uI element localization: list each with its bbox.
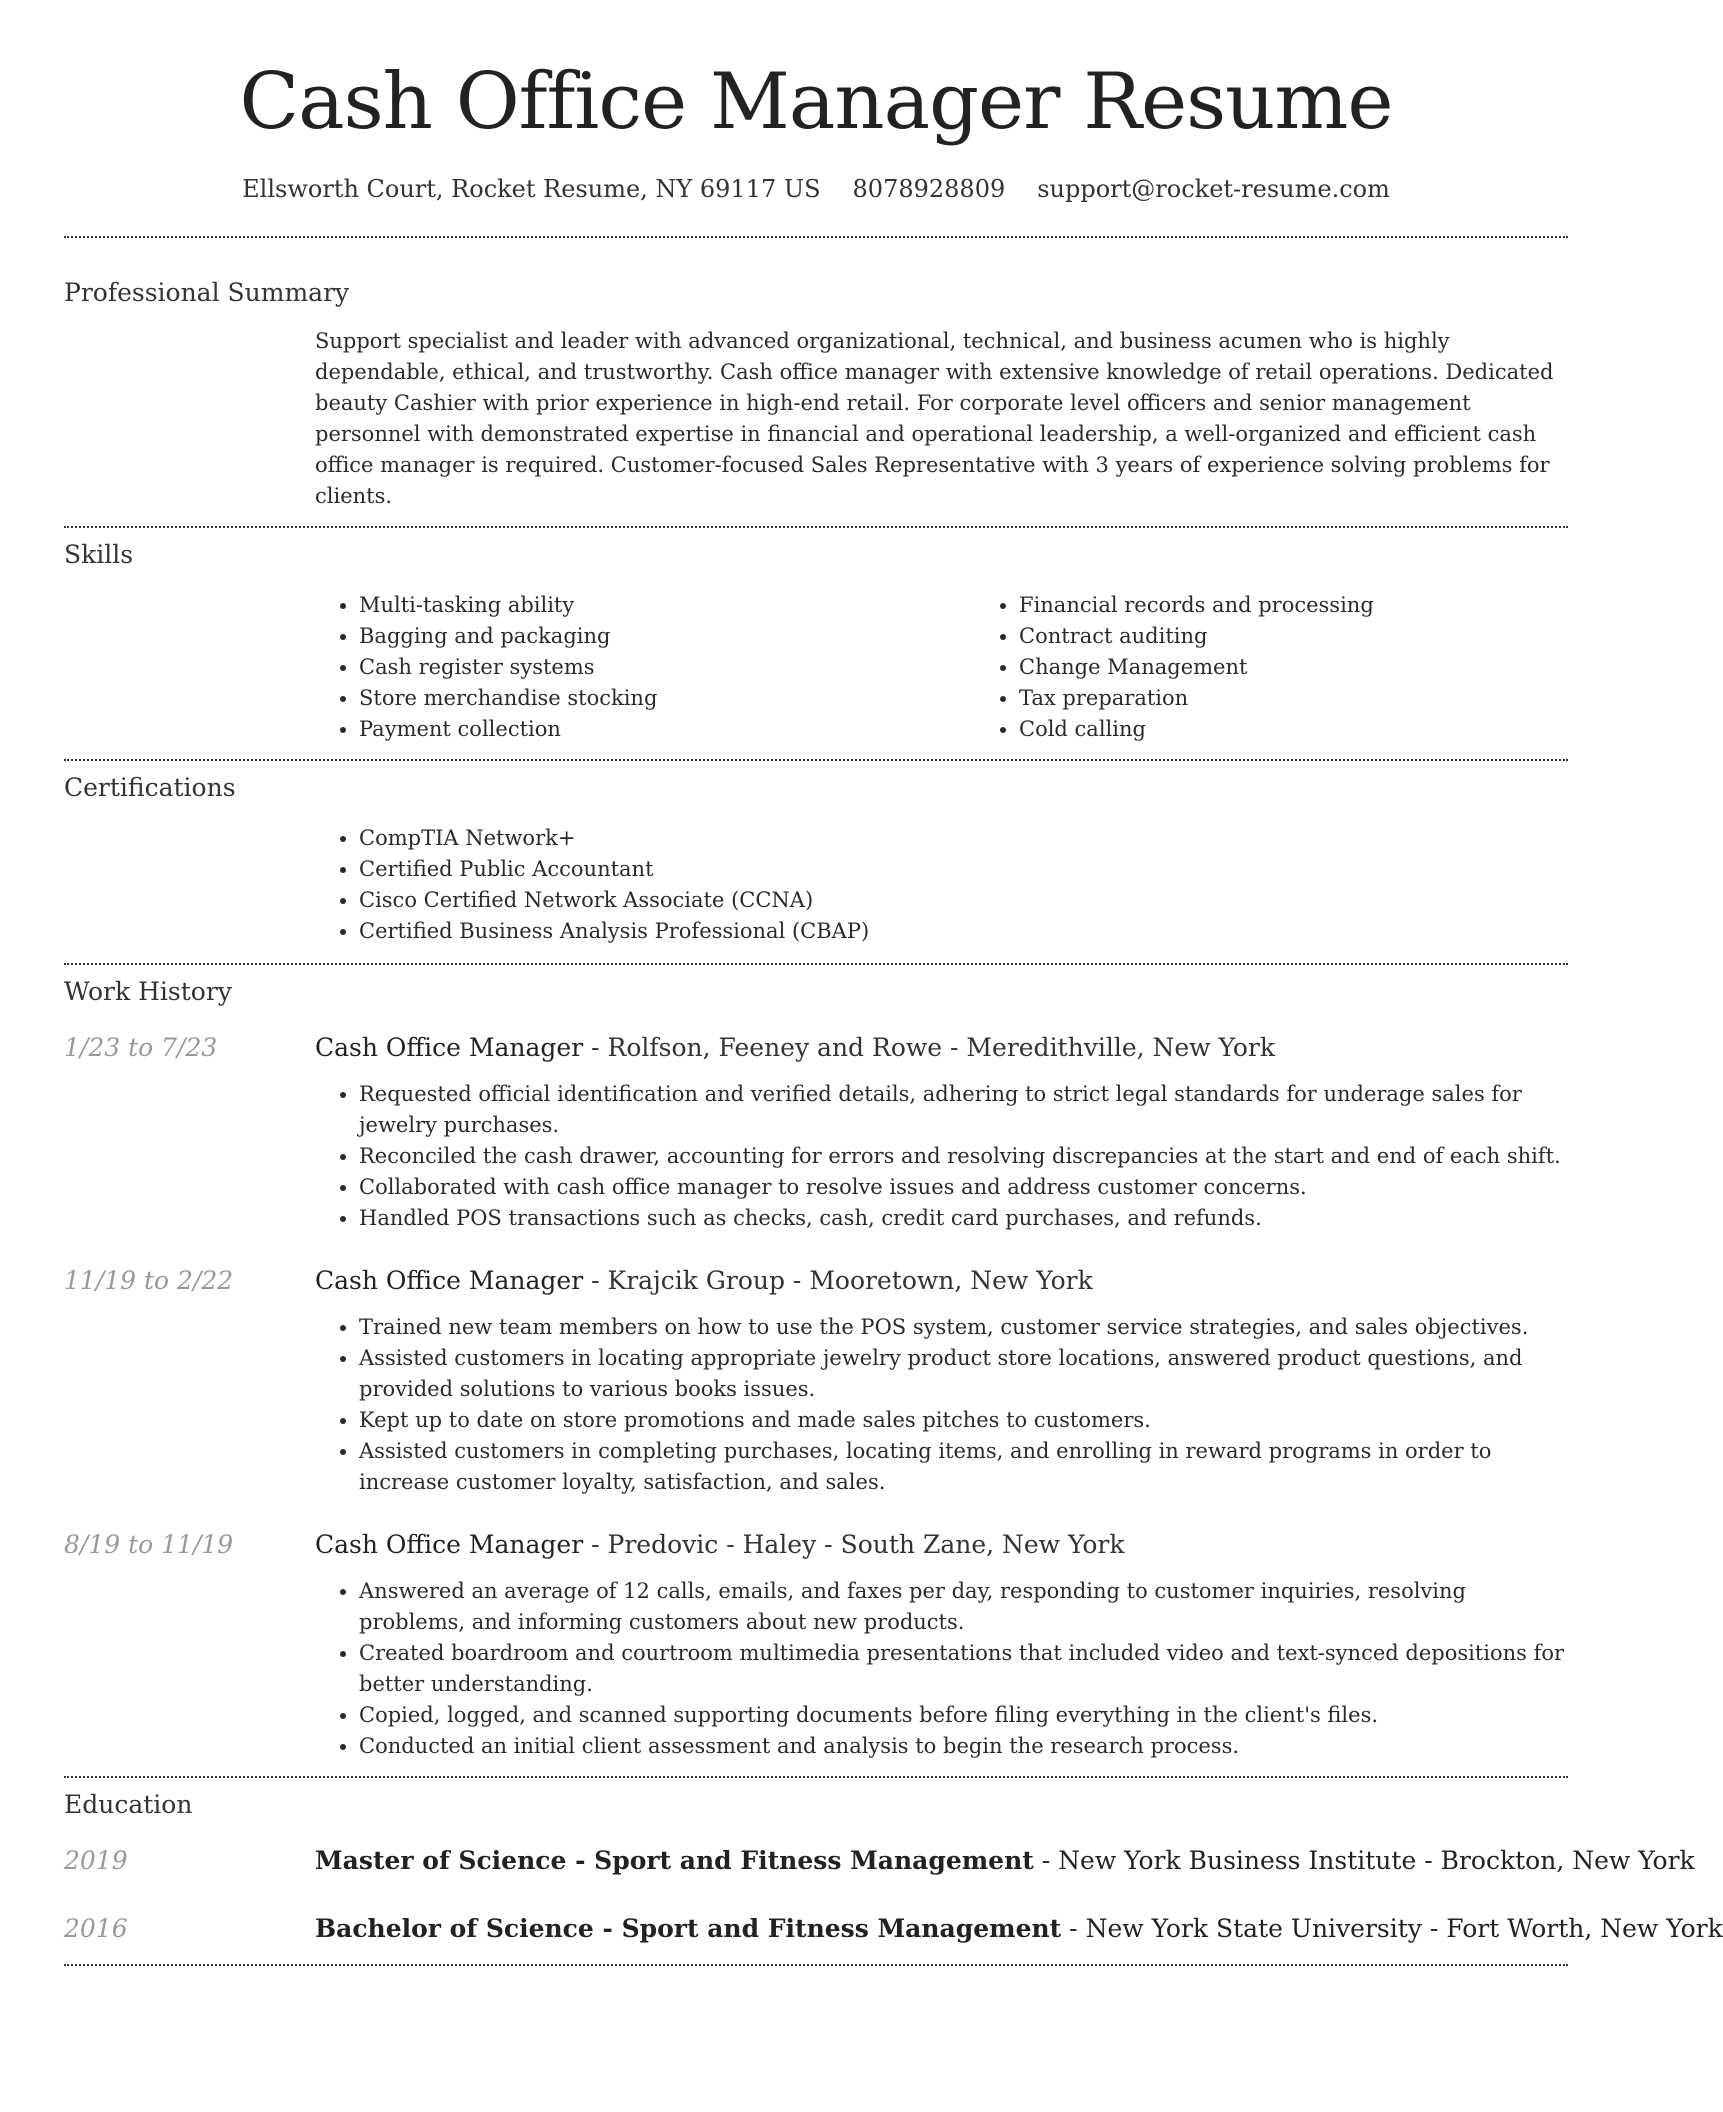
section-title-certifications: Certifications [64,773,236,802]
job-location: Mooretown, New York [809,1266,1093,1295]
job-company: Predovic - Haley [607,1530,817,1559]
contact-phone: 8078928809 [852,175,1006,203]
divider [64,1964,1568,1966]
contact-line [64,172,1568,206]
job-bullet: • Trained new team members on how to use the POS system, customer service strategies, and sales objectives. [359,1312,1568,1343]
job-details [315,1079,1568,1234]
job-bullets [315,1576,1568,1762]
job-bullet: • Collaborated with cash office manager to resolve issues and address customer concerns. [359,1172,1568,1203]
job-title: Cash Office Manager - Rolfson, Feeney and Rowe - Meredithville, New York [315,1033,1276,1062]
education-entry [64,1912,1723,1946]
section-title-education: Education [64,1790,193,1819]
education-title: Master of Science - Sport and Fitness Management - New York Business Institute - Brockton, New York [315,1846,1695,1875]
job-company: Krajcik Group [607,1266,785,1295]
skills-column-left [315,590,975,745]
skill-item: • Contract auditing [1019,621,1635,652]
job-details [315,1312,1568,1498]
job-role: Cash Office Manager [315,1266,584,1295]
job-details [315,1576,1568,1762]
job-bullet: • Handled POS transactions such as checks, cash, credit card purchases, and refunds. [359,1203,1568,1234]
certifications-section [64,761,1568,947]
resume-title: Cash Office Manager Resume [239,57,1393,147]
education-degree: Bachelor of Science - Sport and Fitness Management [315,1914,1062,1943]
job-bullet: • Assisted customers in completing purchases, locating items, and enrolling in reward programs in order to increase customer loyalty, satisfaction, and sales. [359,1436,1568,1498]
job-entry [64,1031,1568,1234]
education-entry [64,1844,1695,1878]
skill-item: • Change Management [1019,652,1635,683]
certification-item: • Cisco Certified Network Associate (CCNA) [359,885,1568,916]
job-role: Cash Office Manager [315,1530,584,1559]
education-school: New York Business Institute [1058,1846,1417,1875]
skill-item: • Tax preparation [1019,683,1635,714]
job-bullet: • Kept up to date on store promotions and made sales pitches to customers. [359,1405,1568,1436]
job-entry [64,1264,1568,1498]
section-title-work-history: Work History [64,977,232,1006]
skills-column-right [975,590,1635,745]
job-company: Rolfson, Feeney and Rowe [607,1033,943,1062]
job-role: Cash Office Manager [315,1033,584,1062]
education-year: 2016 [64,1914,128,1943]
education-school: New York State University [1085,1914,1422,1943]
job-bullet: • Answered an average of 12 calls, emails, and faxes per day, responding to customer inquiries, resolving problems, and informing customers about new products. [359,1576,1568,1638]
skill-item: • Store merchandise stocking [359,683,975,714]
job-location: Meredithville, New York [966,1033,1276,1062]
summary-text: Support specialist and leader with advanced organizational, technical, and business acumen who is highly dependable, ethical, and trustworthy. Cash office manager with extensive knowledge of retail operations. Dedicated beauty Cashier with prior experience in high-end retail. For corporate level officers and senior management personnel with demonstrated expertise in financial and operational leadership, a well-organized and efficient cash office manager is required. Customer-focused Sales Representative with 3 years of experience solving problems for clients. [315,329,1554,508]
skill-item: • Cash register systems [359,652,975,683]
skill-item: • Cold calling [1019,714,1635,745]
skills-list [315,590,1568,745]
certification-item: • Certified Public Accountant [359,854,1568,885]
summary-section [64,238,1568,512]
contact-address: Ellsworth Court, Rocket Resume, NY 69117 US [242,175,821,203]
work-history-section [64,965,1568,1762]
job-bullets [315,1079,1568,1234]
skill-item: • Payment collection [359,714,975,745]
certifications-content [315,823,1568,947]
education-title: Bachelor of Science - Sport and Fitness Management - New York State University - Fort Worth, New York [315,1914,1723,1943]
job-entry [64,1528,1568,1762]
section-title-summary: Professional Summary [64,278,350,307]
certification-item: • Certified Business Analysis Professional (CBAP) [359,916,1568,947]
summary-content [315,326,1568,512]
job-bullet: • Reconciled the cash drawer, accounting for errors and resolving discrepancies at the start and end of each shift. [359,1141,1568,1172]
skills-section [64,528,1568,745]
job-bullets [315,1312,1568,1498]
job-bullet: • Assisted customers in locating appropriate jewelry product store locations, answered product questions, and provided solutions to various books issues. [359,1343,1568,1405]
education-degree: Master of Science - Sport and Fitness Management [315,1846,1034,1875]
certifications-list [315,823,1568,947]
job-bullet: • Conducted an initial client assessment and analysis to begin the research process. [359,1731,1568,1762]
job-bullet: • Copied, logged, and scanned supporting documents before filing everything in the client's files. [359,1700,1568,1731]
skill-item: • Multi-tasking ability [359,590,975,621]
education-section [64,1778,1723,1946]
certification-item: • CompTIA Network+ [359,823,1568,854]
job-dates: 8/19 to 11/19 [64,1530,234,1559]
job-title: Cash Office Manager - Predovic - Haley - South Zane, New York [315,1530,1125,1559]
education-year: 2019 [64,1846,128,1875]
job-bullet: • Created boardroom and courtroom multimedia presentations that included video and text-synced depositions for better understanding. [359,1638,1568,1700]
section-title-skills: Skills [64,540,134,569]
job-bullet: • Requested official identification and verified details, adhering to strict legal standards for underage sales for jewelry purchases. [359,1079,1568,1141]
education-location: Fort Worth, New York [1446,1914,1723,1943]
resume-header [64,0,1568,206]
contact-email: support@rocket-resume.com [1037,175,1390,203]
job-dates: 1/23 to 7/23 [64,1033,218,1062]
education-location: Brockton, New York [1440,1846,1695,1875]
job-location: South Zane, New York [840,1530,1125,1559]
skill-item: • Bagging and packaging [359,621,975,652]
skill-item: • Financial records and processing [1019,590,1635,621]
job-title: Cash Office Manager - Krajcik Group - Mooretown, New York [315,1266,1093,1295]
job-dates: 11/19 to 2/22 [64,1266,234,1295]
